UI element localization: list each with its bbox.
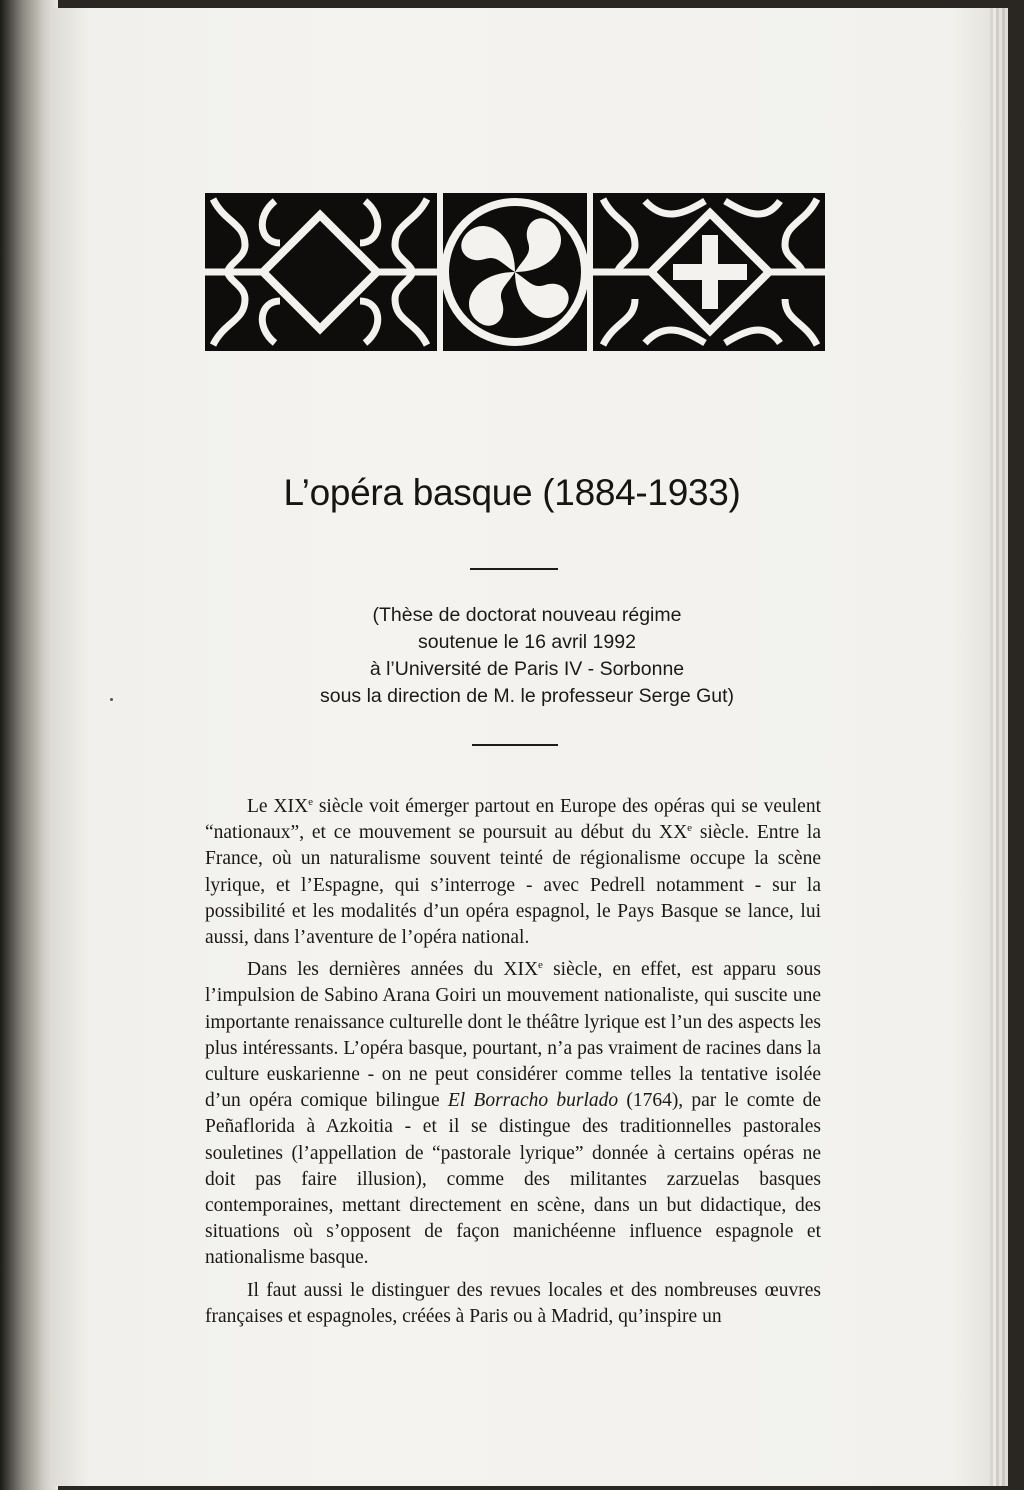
basque-ornament-band <box>205 193 825 351</box>
superscript: e <box>308 796 313 808</box>
superscript: e <box>538 959 543 972</box>
text-run: siècle, en effet, est apparu sous l’impulsion de Sabino Arana Goiri un mouvement nationaliste, qui suscite une importante renaissance culturelle dont le théâtre lyrique est l’un des aspects les plus intéressants. L’opéra basque, pourtant, n’a pas vraiment de racines dans la culture euskarienne - on ne peut considérer comme telles la tentative isolée d’un opéra comique bilingue <box>205 959 821 1112</box>
text-run: (1764), par le comte de Peñaflorida à Azkoitia - et il se distingue des traditionnelles pastorales souletines (l’appellation de “pastorale lyrique” donnée à certains opéras ne doit pas faire illusion), comme des militantes zarzuelas basques contemporaines, mettant directement en scène, dans un but didactique, des situations où s’opposent de façon manichéenne influence espagnole et nationalisme basque. <box>205 1090 821 1269</box>
italic-title: El Borracho burlado <box>447 1090 619 1112</box>
thesis-line: (Thèse de doctorat nouveau régime <box>372 604 682 626</box>
margin-speck <box>110 698 113 701</box>
thesis-divider <box>472 744 558 746</box>
paragraph-1 <box>205 794 821 951</box>
thesis-line: à l’Université de Paris IV - Sorbonne <box>369 658 685 680</box>
body-text <box>205 794 821 1336</box>
text-run: siècle voit émerger partout en Europe des opéras qui se veulent “nationaux”, et ce mouvement se poursuit au début du XX <box>205 796 821 844</box>
superscript: e <box>687 822 693 835</box>
paragraph-2 <box>205 957 821 1271</box>
text-run: siècle. Entre la France, où un naturalisme souvent teinté de régionalisme occupe la scène lyrique, et l’Espagne, qui s’interroge - avec Pedrell notamment - sur la possibilité et les modalités d’un opéra espagnol, le Pays Basque se lance, lui aussi, dans l’aventure de l’opéra national. <box>205 822 821 949</box>
title-divider <box>470 568 558 570</box>
text-run: Dans les dernières années du XIX <box>247 959 539 981</box>
thesis-note <box>200 602 854 710</box>
paragraph-3: Il faut aussi le distinguer des revues locales et des nombreuses œuvres françaises et espagnoles, créées à Paris ou à Madrid, qu’inspire un <box>205 1279 821 1327</box>
page-title: L’opéra basque (1884-1933) <box>283 472 741 513</box>
thesis-line: soutenue le 16 avril 1992 <box>418 631 636 653</box>
text-run: Le XIX <box>247 796 309 817</box>
thesis-line: sous la direction de M. le professeur Serge Gut) <box>319 685 735 707</box>
